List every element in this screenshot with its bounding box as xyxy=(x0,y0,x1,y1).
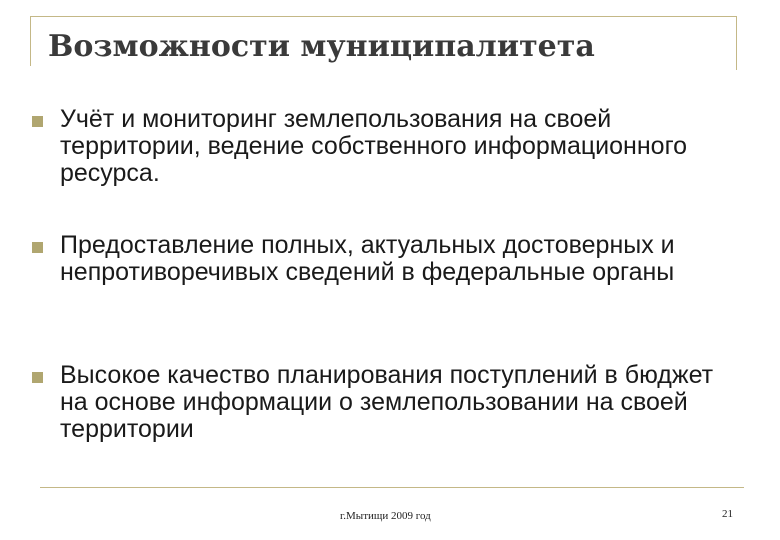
frame-bottom-line xyxy=(40,487,744,488)
footer-text: г.Мытищи 2009 год xyxy=(340,510,431,522)
square-bullet-icon xyxy=(32,372,43,383)
bullet-text: Высокое качество планирования поступлений в бюджет на основе информации о землепользовании на своей территории xyxy=(60,361,714,443)
frame-right-line xyxy=(736,16,737,70)
bullet-text: Учёт и мониторинг землепользования на своей территории, ведение собственного информационного ресурса. xyxy=(60,105,688,187)
frame-left-line xyxy=(30,16,31,66)
square-bullet-icon xyxy=(32,242,43,253)
slide-title: Возможности муниципалитета xyxy=(48,29,595,64)
frame-top-line xyxy=(30,16,736,17)
square-bullet-icon xyxy=(32,116,43,127)
bullet-text: Предоставление полных, актуальных достоверных и непротиворечивых сведений в федеральные органы xyxy=(60,231,675,286)
page-number: 21 xyxy=(722,508,733,520)
